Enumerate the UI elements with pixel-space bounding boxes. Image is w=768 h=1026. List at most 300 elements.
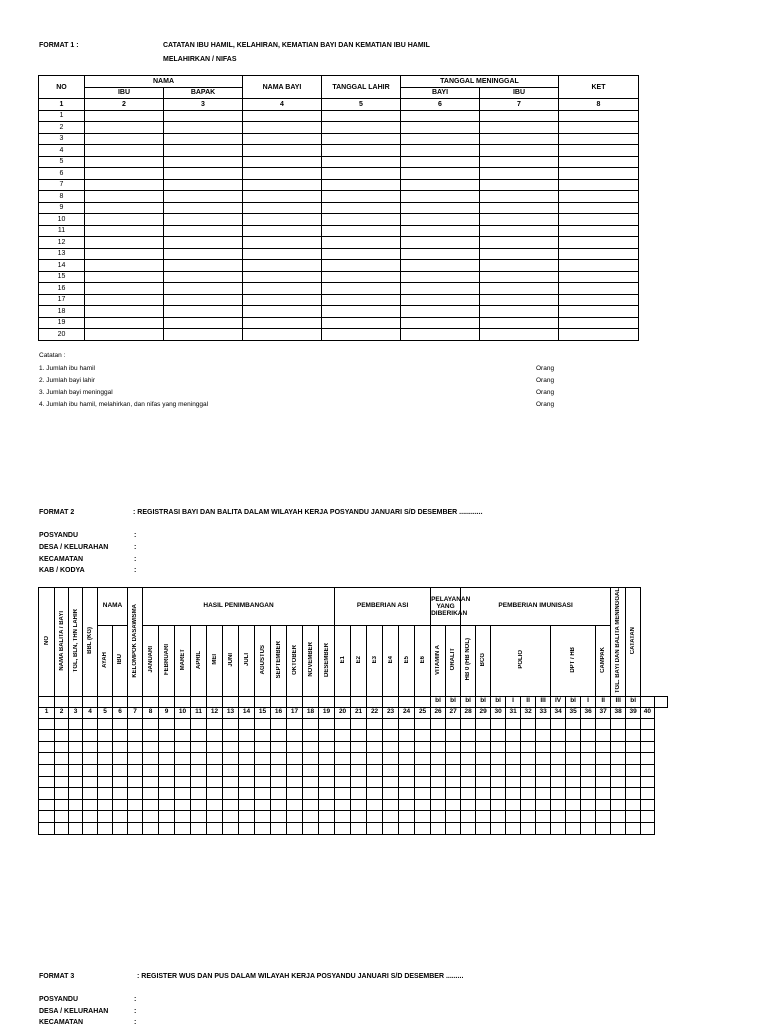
table-cell[interactable] — [521, 730, 536, 742]
table-cell[interactable] — [164, 248, 243, 260]
table-cell[interactable] — [55, 776, 69, 788]
table-cell[interactable] — [113, 799, 128, 811]
table-cell[interactable] — [596, 776, 611, 788]
table-cell[interactable] — [551, 822, 566, 834]
table-cell[interactable] — [446, 730, 461, 742]
table-cell[interactable] — [480, 237, 559, 249]
table-cell[interactable] — [611, 718, 626, 730]
table-cell[interactable] — [559, 283, 639, 295]
table-cell[interactable] — [175, 788, 191, 800]
table-cell[interactable] — [521, 788, 536, 800]
table-cell[interactable] — [239, 822, 255, 834]
table-cell[interactable] — [559, 214, 639, 226]
table-cell[interactable] — [521, 799, 536, 811]
table-cell[interactable] — [351, 811, 367, 823]
table-cell[interactable] — [401, 133, 480, 145]
table-cell[interactable] — [367, 799, 383, 811]
table-cell[interactable] — [383, 730, 399, 742]
table-cell[interactable] — [98, 788, 113, 800]
table-cell[interactable] — [335, 811, 351, 823]
table-cell[interactable] — [207, 822, 223, 834]
table-cell[interactable] — [322, 271, 401, 283]
table-cell[interactable] — [98, 776, 113, 788]
table-cell[interactable] — [322, 133, 401, 145]
table-cell[interactable] — [85, 122, 164, 134]
table-cell[interactable] — [98, 730, 113, 742]
table-cell[interactable] — [401, 283, 480, 295]
table-cell[interactable] — [335, 730, 351, 742]
table-cell[interactable] — [641, 753, 654, 765]
table-cell[interactable] — [480, 145, 559, 157]
table-cell[interactable] — [383, 718, 399, 730]
table-cell[interactable] — [367, 764, 383, 776]
table-cell[interactable] — [143, 776, 159, 788]
table-cell[interactable] — [85, 110, 164, 122]
table-cell[interactable] — [322, 191, 401, 203]
table-cell[interactable] — [566, 799, 581, 811]
table-cell[interactable] — [322, 179, 401, 191]
table-cell[interactable] — [559, 225, 639, 237]
table-cell[interactable] — [69, 799, 83, 811]
table-cell[interactable] — [611, 753, 626, 765]
table-cell[interactable] — [383, 764, 399, 776]
table-cell[interactable] — [626, 811, 641, 823]
table-cell[interactable] — [128, 741, 143, 753]
table-cell[interactable] — [128, 730, 143, 742]
table-cell[interactable] — [255, 764, 271, 776]
table-cell[interactable] — [431, 799, 446, 811]
table-cell[interactable] — [55, 788, 69, 800]
table-cell[interactable] — [351, 730, 367, 742]
table-cell[interactable] — [480, 271, 559, 283]
table-cell[interactable] — [559, 260, 639, 272]
table-cell[interactable] — [431, 753, 446, 765]
table-cell[interactable] — [536, 822, 551, 834]
table-cell[interactable] — [159, 764, 175, 776]
table-cell[interactable] — [69, 741, 83, 753]
table-cell[interactable] — [164, 317, 243, 329]
table-cell[interactable] — [559, 156, 639, 168]
table-cell[interactable] — [128, 788, 143, 800]
table-cell[interactable] — [143, 753, 159, 765]
table-cell[interactable] — [55, 811, 69, 823]
table-cell[interactable] — [175, 718, 191, 730]
table-cell[interactable] — [476, 741, 491, 753]
table-cell[interactable] — [243, 294, 322, 306]
table-cell[interactable] — [322, 260, 401, 272]
table-cell[interactable] — [243, 179, 322, 191]
table-cell[interactable] — [383, 741, 399, 753]
table-cell[interactable] — [85, 248, 164, 260]
table-cell[interactable] — [399, 799, 415, 811]
table-cell[interactable] — [69, 776, 83, 788]
table-cell[interactable] — [239, 776, 255, 788]
table-cell[interactable] — [551, 741, 566, 753]
table-cell[interactable] — [551, 718, 566, 730]
table-cell[interactable] — [83, 764, 98, 776]
table-cell[interactable] — [596, 718, 611, 730]
table-cell[interactable] — [287, 811, 303, 823]
table-cell[interactable] — [536, 718, 551, 730]
table-cell[interactable] — [303, 822, 319, 834]
table-cell[interactable] — [322, 168, 401, 180]
table-cell[interactable] — [476, 776, 491, 788]
table-cell[interactable] — [401, 179, 480, 191]
table-cell[interactable] — [164, 329, 243, 341]
table-cell[interactable] — [164, 237, 243, 249]
table-cell[interactable] — [641, 799, 654, 811]
table-cell[interactable] — [506, 788, 521, 800]
table-cell[interactable] — [287, 730, 303, 742]
table-cell[interactable] — [98, 753, 113, 765]
table-cell[interactable] — [335, 741, 351, 753]
table-cell[interactable] — [491, 753, 506, 765]
table-cell[interactable] — [191, 799, 207, 811]
table-cell[interactable] — [491, 776, 506, 788]
table-cell[interactable] — [223, 753, 239, 765]
table-cell[interactable] — [287, 776, 303, 788]
table-cell[interactable] — [164, 145, 243, 157]
table-cell[interactable] — [491, 799, 506, 811]
table-cell[interactable] — [383, 776, 399, 788]
table-cell[interactable] — [243, 237, 322, 249]
table-cell[interactable] — [322, 306, 401, 318]
table-cell[interactable] — [113, 822, 128, 834]
table-cell[interactable] — [243, 110, 322, 122]
table-cell[interactable] — [207, 753, 223, 765]
table-cell[interactable] — [303, 718, 319, 730]
table-cell[interactable] — [461, 811, 476, 823]
table-cell[interactable] — [480, 122, 559, 134]
table-cell[interactable] — [287, 822, 303, 834]
table-cell[interactable] — [243, 329, 322, 341]
table-cell[interactable] — [626, 730, 641, 742]
table-cell[interactable] — [113, 788, 128, 800]
table-cell[interactable] — [626, 753, 641, 765]
table-cell[interactable] — [271, 811, 287, 823]
table-cell[interactable] — [581, 741, 596, 753]
table-cell[interactable] — [536, 776, 551, 788]
table-cell[interactable] — [566, 811, 581, 823]
table-cell[interactable] — [223, 741, 239, 753]
table-cell[interactable] — [322, 122, 401, 134]
table-cell[interactable] — [461, 788, 476, 800]
table-cell[interactable] — [506, 741, 521, 753]
table-cell[interactable] — [335, 822, 351, 834]
table-cell[interactable] — [164, 156, 243, 168]
table-cell[interactable] — [367, 753, 383, 765]
table-cell[interactable] — [596, 753, 611, 765]
table-cell[interactable] — [566, 788, 581, 800]
table-cell[interactable] — [641, 776, 654, 788]
table-cell[interactable] — [191, 764, 207, 776]
table-cell[interactable] — [431, 822, 446, 834]
table-cell[interactable] — [480, 294, 559, 306]
table-cell[interactable] — [581, 811, 596, 823]
table-cell[interactable] — [480, 248, 559, 260]
table-cell[interactable] — [480, 214, 559, 226]
table-cell[interactable] — [85, 133, 164, 145]
table-cell[interactable] — [55, 730, 69, 742]
table-cell[interactable] — [319, 822, 335, 834]
table-cell[interactable] — [319, 730, 335, 742]
table-cell[interactable] — [480, 168, 559, 180]
table-cell[interactable] — [243, 191, 322, 203]
table-cell[interactable] — [55, 718, 69, 730]
table-cell[interactable] — [191, 776, 207, 788]
table-cell[interactable] — [401, 122, 480, 134]
table-cell[interactable] — [255, 730, 271, 742]
table-cell[interactable] — [596, 788, 611, 800]
table-cell[interactable] — [401, 260, 480, 272]
table-cell[interactable] — [98, 822, 113, 834]
table-cell[interactable] — [207, 741, 223, 753]
table-cell[interactable] — [303, 776, 319, 788]
table-cell[interactable] — [85, 168, 164, 180]
table-cell[interactable] — [207, 718, 223, 730]
table-cell[interactable] — [431, 788, 446, 800]
table-cell[interactable] — [83, 788, 98, 800]
table-cell[interactable] — [506, 799, 521, 811]
table-cell[interactable] — [143, 811, 159, 823]
table-cell[interactable] — [399, 822, 415, 834]
table-cell[interactable] — [98, 799, 113, 811]
table-cell[interactable] — [401, 191, 480, 203]
table-cell[interactable] — [98, 811, 113, 823]
table-cell[interactable] — [626, 822, 641, 834]
table-cell[interactable] — [626, 776, 641, 788]
table-cell[interactable] — [351, 799, 367, 811]
table-cell[interactable] — [223, 730, 239, 742]
table-cell[interactable] — [143, 788, 159, 800]
table-cell[interactable] — [128, 799, 143, 811]
table-cell[interactable] — [191, 741, 207, 753]
table-cell[interactable] — [491, 730, 506, 742]
table-cell[interactable] — [239, 718, 255, 730]
table-cell[interactable] — [319, 799, 335, 811]
table-cell[interactable] — [85, 214, 164, 226]
table-cell[interactable] — [113, 753, 128, 765]
table-cell[interactable] — [581, 788, 596, 800]
table-cell[interactable] — [351, 764, 367, 776]
table-cell[interactable] — [611, 811, 626, 823]
table-cell[interactable] — [239, 764, 255, 776]
table-cell[interactable] — [271, 741, 287, 753]
table-cell[interactable] — [559, 271, 639, 283]
table-cell[interactable] — [446, 753, 461, 765]
table-cell[interactable] — [322, 237, 401, 249]
table-cell[interactable] — [559, 133, 639, 145]
table-cell[interactable] — [521, 764, 536, 776]
table-cell[interactable] — [175, 753, 191, 765]
table-cell[interactable] — [335, 776, 351, 788]
table-cell[interactable] — [415, 718, 431, 730]
table-cell[interactable] — [446, 788, 461, 800]
table-cell[interactable] — [335, 753, 351, 765]
table-cell[interactable] — [480, 156, 559, 168]
table-cell[interactable] — [506, 718, 521, 730]
table-cell[interactable] — [223, 811, 239, 823]
table-cell[interactable] — [506, 822, 521, 834]
table-cell[interactable] — [461, 753, 476, 765]
table-cell[interactable] — [164, 122, 243, 134]
table-cell[interactable] — [401, 145, 480, 157]
table-cell[interactable] — [461, 741, 476, 753]
table-cell[interactable] — [239, 730, 255, 742]
table-cell[interactable] — [143, 741, 159, 753]
table-cell[interactable] — [383, 799, 399, 811]
table-cell[interactable] — [98, 764, 113, 776]
table-cell[interactable] — [559, 329, 639, 341]
table-cell[interactable] — [85, 237, 164, 249]
table-cell[interactable] — [303, 811, 319, 823]
table-cell[interactable] — [401, 294, 480, 306]
table-cell[interactable] — [367, 811, 383, 823]
table-cell[interactable] — [551, 799, 566, 811]
table-cell[interactable] — [243, 283, 322, 295]
table-cell[interactable] — [319, 718, 335, 730]
table-cell[interactable] — [255, 718, 271, 730]
table-cell[interactable] — [143, 730, 159, 742]
table-cell[interactable] — [143, 764, 159, 776]
table-cell[interactable] — [55, 799, 69, 811]
table-cell[interactable] — [191, 811, 207, 823]
table-cell[interactable] — [255, 753, 271, 765]
table-cell[interactable] — [85, 317, 164, 329]
table-cell[interactable] — [223, 718, 239, 730]
table-cell[interactable] — [243, 145, 322, 157]
table-cell[interactable] — [243, 168, 322, 180]
table-cell[interactable] — [85, 225, 164, 237]
table-cell[interactable] — [83, 811, 98, 823]
table-cell[interactable] — [536, 730, 551, 742]
table-cell[interactable] — [271, 799, 287, 811]
table-cell[interactable] — [536, 799, 551, 811]
table-cell[interactable] — [431, 776, 446, 788]
table-cell[interactable] — [83, 741, 98, 753]
table-cell[interactable] — [164, 179, 243, 191]
table-cell[interactable] — [243, 202, 322, 214]
table-cell[interactable] — [239, 788, 255, 800]
table-cell[interactable] — [415, 788, 431, 800]
table-cell[interactable] — [415, 730, 431, 742]
table-cell[interactable] — [480, 260, 559, 272]
table-cell[interactable] — [581, 822, 596, 834]
table-cell[interactable] — [581, 730, 596, 742]
table-cell[interactable] — [551, 776, 566, 788]
table-cell[interactable] — [39, 730, 55, 742]
table-cell[interactable] — [521, 811, 536, 823]
table-cell[interactable] — [491, 764, 506, 776]
table-cell[interactable] — [128, 764, 143, 776]
table-cell[interactable] — [85, 191, 164, 203]
table-cell[interactable] — [243, 248, 322, 260]
table-cell[interactable] — [367, 822, 383, 834]
table-cell[interactable] — [335, 799, 351, 811]
table-cell[interactable] — [383, 822, 399, 834]
table-cell[interactable] — [446, 741, 461, 753]
table-cell[interactable] — [506, 753, 521, 765]
table-cell[interactable] — [271, 764, 287, 776]
table-cell[interactable] — [271, 788, 287, 800]
table-cell[interactable] — [626, 741, 641, 753]
table-cell[interactable] — [243, 214, 322, 226]
table-cell[interactable] — [69, 788, 83, 800]
table-cell[interactable] — [491, 741, 506, 753]
table-cell[interactable] — [431, 811, 446, 823]
table-cell[interactable] — [164, 202, 243, 214]
table-cell[interactable] — [581, 776, 596, 788]
table-cell[interactable] — [85, 145, 164, 157]
table-cell[interactable] — [611, 764, 626, 776]
table-cell[interactable] — [351, 822, 367, 834]
table-cell[interactable] — [536, 811, 551, 823]
table-cell[interactable] — [128, 776, 143, 788]
table-cell[interactable] — [367, 741, 383, 753]
table-cell[interactable] — [399, 788, 415, 800]
table-cell[interactable] — [319, 741, 335, 753]
table-cell[interactable] — [164, 214, 243, 226]
table-cell[interactable] — [446, 811, 461, 823]
table-cell[interactable] — [113, 718, 128, 730]
table-cell[interactable] — [566, 741, 581, 753]
table-cell[interactable] — [596, 741, 611, 753]
table-cell[interactable] — [255, 811, 271, 823]
table-cell[interactable] — [596, 822, 611, 834]
table-cell[interactable] — [128, 822, 143, 834]
table-cell[interactable] — [480, 110, 559, 122]
table-cell[interactable] — [401, 306, 480, 318]
table-cell[interactable] — [476, 730, 491, 742]
table-cell[interactable] — [367, 788, 383, 800]
table-cell[interactable] — [159, 799, 175, 811]
table-cell[interactable] — [461, 764, 476, 776]
table-cell[interactable] — [559, 191, 639, 203]
table-cell[interactable] — [415, 764, 431, 776]
table-cell[interactable] — [164, 260, 243, 272]
table-cell[interactable] — [611, 822, 626, 834]
table-cell[interactable] — [243, 317, 322, 329]
table-cell[interactable] — [521, 718, 536, 730]
table-cell[interactable] — [175, 799, 191, 811]
table-cell[interactable] — [521, 776, 536, 788]
table-cell[interactable] — [480, 317, 559, 329]
table-cell[interactable] — [401, 329, 480, 341]
table-cell[interactable] — [39, 799, 55, 811]
table-cell[interactable] — [255, 822, 271, 834]
table-cell[interactable] — [559, 110, 639, 122]
table-cell[interactable] — [322, 329, 401, 341]
table-cell[interactable] — [551, 811, 566, 823]
table-cell[interactable] — [239, 753, 255, 765]
table-cell[interactable] — [175, 741, 191, 753]
table-cell[interactable] — [191, 730, 207, 742]
table-cell[interactable] — [128, 718, 143, 730]
table-cell[interactable] — [175, 822, 191, 834]
table-cell[interactable] — [446, 764, 461, 776]
table-cell[interactable] — [85, 283, 164, 295]
table-cell[interactable] — [85, 294, 164, 306]
table-cell[interactable] — [476, 822, 491, 834]
table-cell[interactable] — [113, 764, 128, 776]
table-cell[interactable] — [399, 753, 415, 765]
table-cell[interactable] — [223, 799, 239, 811]
table-cell[interactable] — [159, 718, 175, 730]
table-cell[interactable] — [536, 741, 551, 753]
table-cell[interactable] — [446, 822, 461, 834]
table-cell[interactable] — [480, 179, 559, 191]
table-cell[interactable] — [303, 764, 319, 776]
